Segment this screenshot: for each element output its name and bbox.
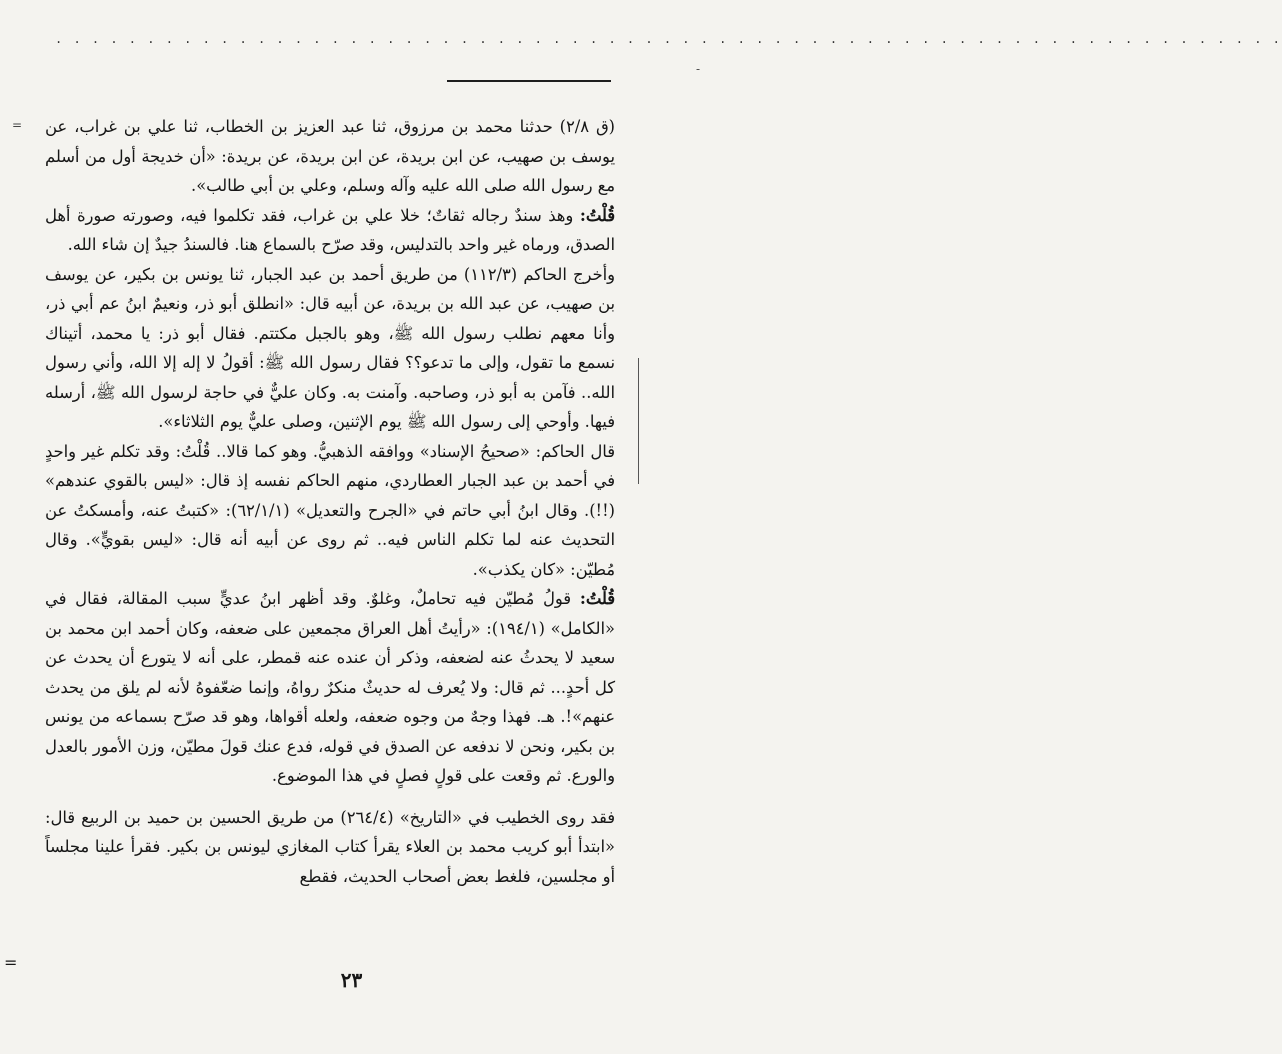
paragraph-text: وأخرج الحاكم (١١٢/٣) من طريق أحمد بن عبد الجبار، ثنا يونس بن بكير، عن يوسف بن صهيب، عن عبد الله بن بريدة، عن أبيه قال: «انطلق أبو ذر، ونعيمٌ ابنُ عم أبي ذر، وأنا معهم نطلب رسول الله ﷺ، وهو بالجبل مكتتم. فقال أبو ذر: يا محمد، أتيناك نسمع ما تقول، وإلى ما تدعو؟؟ فقال رسول الله ﷺ: أقولُ لا إله إلا الله، وأني رسول الله.. فآمن به أبو ذر، وصاحبه. وآمنت به. وكان عليٌّ في حاجة لرسول الله ﷺ، أرسله فيها. وأوحي إلى رسول الله ﷺ يوم الإثنين، وصلى عليٌّ يوم الثلاثاء». bbox=[45, 264, 615, 431]
paragraph-lead: قُلْتُ: bbox=[579, 589, 616, 608]
body-text bbox=[45, 112, 615, 891]
continuation-mark: = bbox=[4, 953, 18, 972]
paragraph-comment-1 bbox=[45, 201, 615, 260]
paragraph-comment-2 bbox=[45, 584, 615, 791]
paragraph-hadith-1 bbox=[45, 112, 615, 201]
header-dotted-line: . . . . . . . . . . . . . . . . . . . . . . . . . . . . . . . . . . . . . . . . . . . . . . . . . . . . . . . . . . . . . . . . . . . bbox=[55, 32, 1282, 46]
paragraph-khatib bbox=[45, 803, 615, 892]
paragraph-hakim bbox=[45, 260, 615, 437]
paragraph-hakim-verdict bbox=[45, 437, 615, 585]
paragraph-lead: قُلْتُ: bbox=[579, 205, 615, 225]
paragraph-text: فقد روى الخطيب في «التاريخ» (٢٦٤/٤) من طريق الحسين بن حميد بن الربيع قال: «ابتدأ أبو كريب محمد بن العلاء يقرأ كتاب المغازي ليونس بن بكير. فقرأ علينا مجلساً أو مجلسين، فلغط بعض أصحاب الحديث، فقطع bbox=[45, 807, 615, 886]
margin-line bbox=[638, 358, 639, 484]
right-edge-mark: - bbox=[695, 62, 700, 76]
header-rule bbox=[447, 80, 611, 82]
paragraph-text: (ق ٢/٨) حدثنا محمد بن مرزوق، ثنا عبد العزيز بن الخطاب، ثنا علي بن غراب، عن يوسف بن صهيب، عن ابن بريدة، عن ابن بريدة، عن بريدة: «أن خديجة أول من أسلم مع رسول الله صلى الله عليه وآله وسلم، وعلي بن أبي طالب». bbox=[45, 117, 616, 195]
paragraph-text: قال الحاكم: «صحيحُ الإسناد» ووافقه الذهبيُّ. وهو كما قالا.. قُلْتُ: وقد تكلم غير واحدٍ في أحمد بن عبد الجبار العطاردي، منهم الحاكم نفسه إذ قال: «ليس بالقوي عندهم» (!!). وقال ابنُ أبي حاتم في «الجرح والتعديل» (٦٢/١/١): «كتبتُ عنه، وأمسكتُ عن التحديث عنه لما تكلم الناس فيه.. ثم روى عن أبيه أنه قال: «ليس بقويٍّ». وقال مُطيّن: «كان يكذب». bbox=[45, 441, 615, 579]
paragraph-text: قولُ مُطيّن فيه تحاملٌ، وغلوٌ. وقد أظهر ابنُ عديٍّ سبب المقالة، فقال في «الكامل» (١٩٤/١): «رأيتُ أهل العراق مجمعين على ضعفه، وكان أحمد ابن محمد بن سعيد لا يحدثُ عنه لضعفه، وذكر أن عنده عنه قمطر، على أنه لا يتورع أن يحدث عن كل أحدٍ... ثم قال: ولا يُعرف له حديثٌ منكرٌ رواهُ، وإنما ضعّفوهُ لأنه لم يلق من يحدث عنهم»!. هـ. فهذا وجهٌ من وجوه ضعفه، ولعله أقواها، وهو قد صرّح بسماعه من يونس بن بكير، ونحن لا ندفعه عن الصدق في قوله، فدع عنك قولَ مطيّن، وزن الأمور بالعدل والورع. ثم وقعت على قولٍ فصلٍ في هذا الموضوع. bbox=[45, 589, 616, 785]
left-edge-mark: = bbox=[12, 118, 23, 132]
page-number: ٢٣ bbox=[340, 968, 363, 992]
paragraph-text: وهذ سندٌ رجاله ثقاتٌ؛ خلا علي بن غراب، فقد تكلموا فيه، وصورته صورة أهل الصدق، ورماه غير واحد بالتدليس، وقد صرّح بالسماع هنا. فالسندُ جيدٌ إن شاء الله. bbox=[45, 205, 615, 254]
